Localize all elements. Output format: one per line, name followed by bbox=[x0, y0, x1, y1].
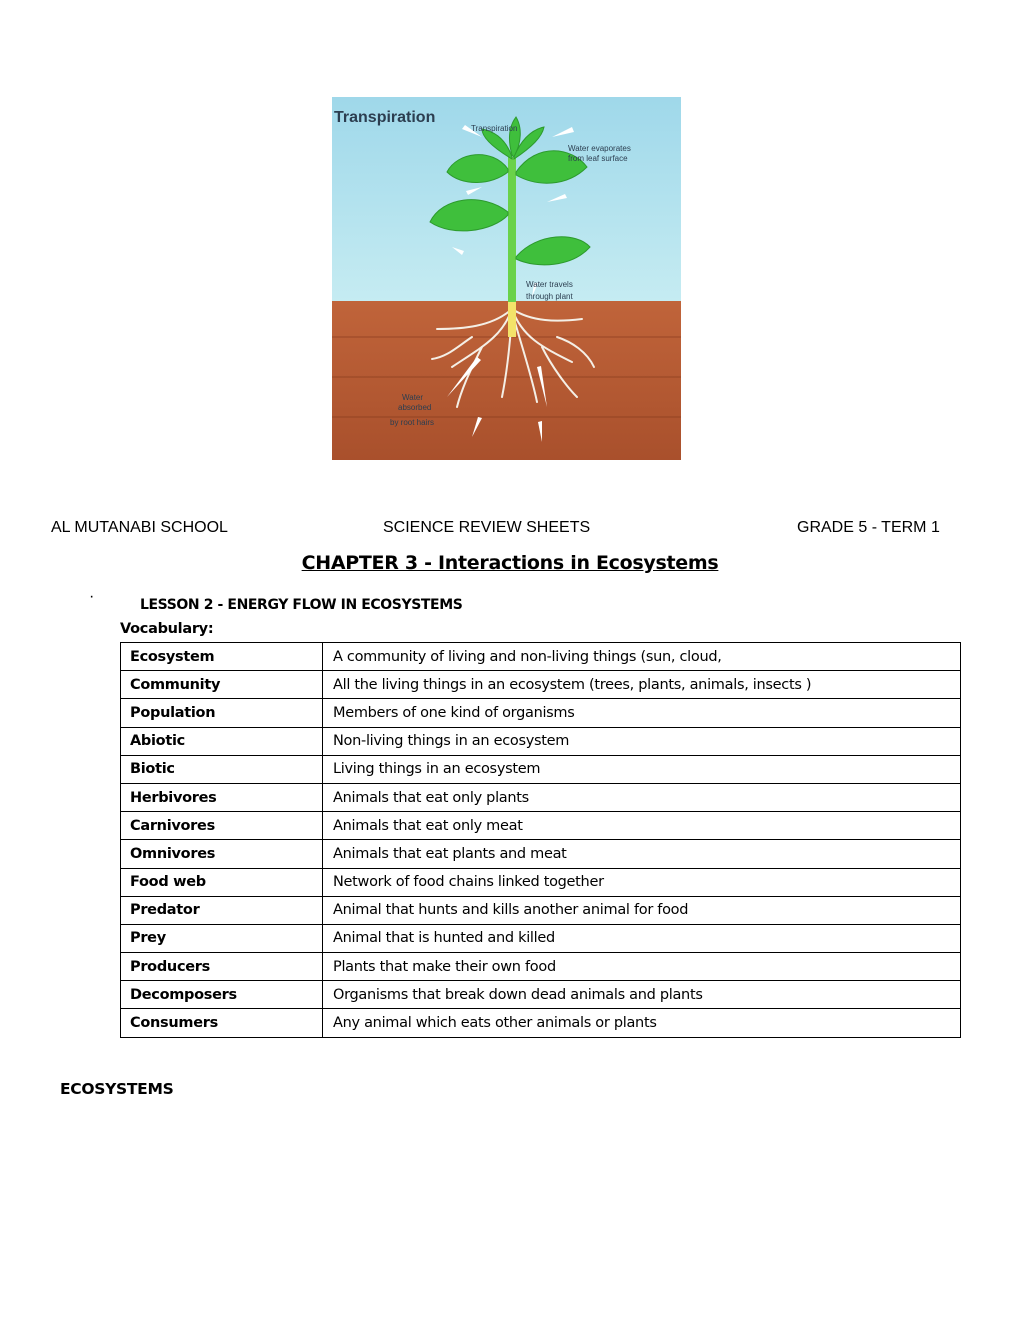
vocab-definition: Organisms that break down dead animals and plants bbox=[323, 981, 961, 1009]
vocab-term: Decomposers bbox=[121, 981, 323, 1009]
table-row bbox=[121, 953, 961, 981]
vocab-term: Community bbox=[121, 671, 323, 699]
vocab-definition: Animal that is hunted and killed bbox=[323, 924, 961, 952]
table-row bbox=[121, 727, 961, 755]
vocab-term: Food web bbox=[121, 868, 323, 896]
vocab-definition: Animals that eat only meat bbox=[323, 812, 961, 840]
vocab-term: Ecosystem bbox=[121, 643, 323, 671]
lesson-title: LESSON 2 - ENERGY FLOW IN ECOSYSTEMS bbox=[140, 597, 463, 613]
vocab-definition: Animal that hunts and kills another animal for food bbox=[323, 896, 961, 924]
vocab-term: Abiotic bbox=[121, 727, 323, 755]
label-absorbed-3: by root hairs bbox=[390, 418, 435, 427]
table-row bbox=[121, 896, 961, 924]
section-heading-ecosystems: ECOSYSTEMS bbox=[60, 1080, 174, 1098]
grade-term: GRADE 5 - TERM 1 bbox=[797, 519, 940, 536]
label-evaporates-2: from leaf surface bbox=[568, 154, 628, 163]
vocab-definition: Living things in an ecosystem bbox=[323, 755, 961, 783]
transpiration-figure bbox=[332, 97, 681, 460]
table-row bbox=[121, 981, 961, 1009]
vocab-term: Carnivores bbox=[121, 812, 323, 840]
label-transpiration: Transpiration bbox=[471, 124, 518, 133]
page-header bbox=[0, 519, 1020, 539]
vocab-definition: Network of food chains linked together bbox=[323, 868, 961, 896]
subject-title: SCIENCE REVIEW SHEETS bbox=[383, 519, 591, 536]
soil bbox=[332, 301, 681, 460]
table-row bbox=[121, 699, 961, 727]
vocab-definition: Any animal which eats other animals or plants bbox=[323, 1009, 961, 1037]
vocab-definition: A community of living and non-living things (sun, cloud, bbox=[323, 643, 961, 671]
vocab-term: Herbivores bbox=[121, 783, 323, 811]
table-row bbox=[121, 924, 961, 952]
label-travels-1: Water travels bbox=[526, 280, 573, 289]
vocab-term: Prey bbox=[121, 924, 323, 952]
vocabulary-table bbox=[120, 642, 961, 1038]
vocab-term: Biotic bbox=[121, 755, 323, 783]
table-row bbox=[121, 868, 961, 896]
transpiration-diagram bbox=[332, 97, 681, 460]
vocabulary-label: Vocabulary: bbox=[120, 621, 214, 637]
bullet-dot: · bbox=[89, 588, 95, 605]
vocab-definition: All the living things in an ecosystem (trees, plants, animals, insects ) bbox=[323, 671, 961, 699]
chapter-title: CHAPTER 3 - Interactions in Ecosystems bbox=[301, 552, 719, 574]
table-row bbox=[121, 643, 961, 671]
school-name: AL MUTANABI SCHOOL bbox=[51, 519, 228, 536]
vocab-definition: Animals that eat only plants bbox=[323, 783, 961, 811]
vocab-definition: Non-living things in an ecosystem bbox=[323, 727, 961, 755]
vocab-term: Consumers bbox=[121, 1009, 323, 1037]
table-row bbox=[121, 1009, 961, 1037]
table-row bbox=[121, 783, 961, 811]
label-evaporates-1: Water evaporates bbox=[568, 144, 631, 153]
label-travels-2: through plant bbox=[526, 292, 573, 301]
vocab-term: Population bbox=[121, 699, 323, 727]
table-row bbox=[121, 755, 961, 783]
table-row bbox=[121, 671, 961, 699]
vocab-term: Predator bbox=[121, 896, 323, 924]
vocab-definition: Plants that make their own food bbox=[323, 953, 961, 981]
label-absorbed-2: absorbed bbox=[398, 403, 432, 412]
vocab-term: Omnivores bbox=[121, 840, 323, 868]
figure-title: Transpiration bbox=[334, 109, 436, 126]
vocab-definition: Members of one kind of organisms bbox=[323, 699, 961, 727]
table-row bbox=[121, 812, 961, 840]
vocab-definition: Animals that eat plants and meat bbox=[323, 840, 961, 868]
stem bbox=[508, 157, 516, 307]
table-row bbox=[121, 840, 961, 868]
stem-root bbox=[508, 302, 516, 337]
label-absorbed-1: Water bbox=[402, 393, 424, 402]
vocab-term: Producers bbox=[121, 953, 323, 981]
